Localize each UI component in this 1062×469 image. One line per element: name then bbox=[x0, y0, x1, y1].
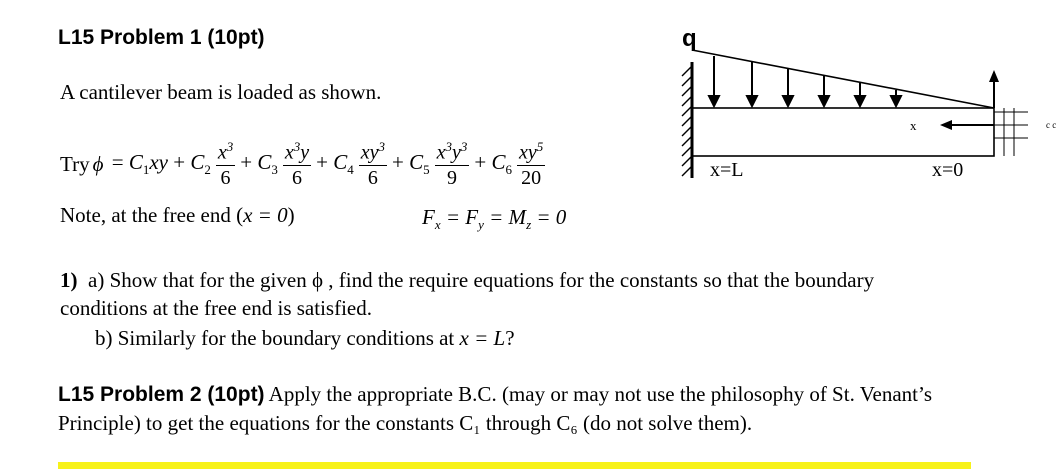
phi-symbol: ϕ bbox=[92, 151, 104, 176]
try-label: Try bbox=[60, 151, 90, 176]
cantilever-beam-figure bbox=[670, 0, 1062, 200]
x-axis-arrowhead bbox=[940, 120, 952, 130]
free-end-condition: $F_x = F_y = M_z = 0$ bbox=[422, 205, 567, 233]
fixed-end-label: x=L bbox=[710, 159, 744, 181]
load-envelope bbox=[692, 50, 994, 108]
problem1-title: L15 Problem 1 (10pt) bbox=[58, 26, 265, 49]
question-1b: b) Similarly for the boundary conditions at x = L? bbox=[95, 326, 515, 350]
problem2 bbox=[58, 380, 1018, 437]
stress-function-equation: Try ϕ = $C_1xy + C_2$ $\frac{x^3}{6}$ + $C_3$ $\frac{x^3y}{6}$ + $C_4$ $\frac{xy^3}{6}$ + $C_5$ $\frac{x^3y^3}{9}$ + $C_6$ $\frac{xy^5}{20}$ bbox=[60, 139, 544, 189]
free-end-label: x=0 bbox=[932, 159, 964, 181]
corner-glyphs: c c bbox=[1046, 120, 1057, 130]
problem2-text: Apply the appropriate B.C. (may or may not use the philosophy of St. Venant’s Principle) to get the equations for the constants C₁ through C₆ (do not solve them). bbox=[58, 382, 933, 435]
note-line: Note, at the free end (x = 0) bbox=[60, 203, 295, 227]
axis-x-label: x bbox=[910, 118, 917, 133]
y-axis-arrowhead bbox=[989, 70, 999, 82]
load-arrows bbox=[709, 56, 901, 106]
question-1a: 1) a) Show that for the given ϕ , find the require equations for the constants so that the boundary conditions at the free end is satisfied. bbox=[60, 268, 875, 320]
beam-body bbox=[692, 108, 994, 156]
load-label: q bbox=[682, 25, 697, 52]
end-shear-marks bbox=[994, 108, 1028, 156]
intro-text: A cantilever beam is loaded as shown. bbox=[60, 80, 382, 104]
highlight-bar bbox=[58, 462, 971, 469]
problem2-title: L15 Problem 2 (10pt) bbox=[58, 383, 265, 406]
